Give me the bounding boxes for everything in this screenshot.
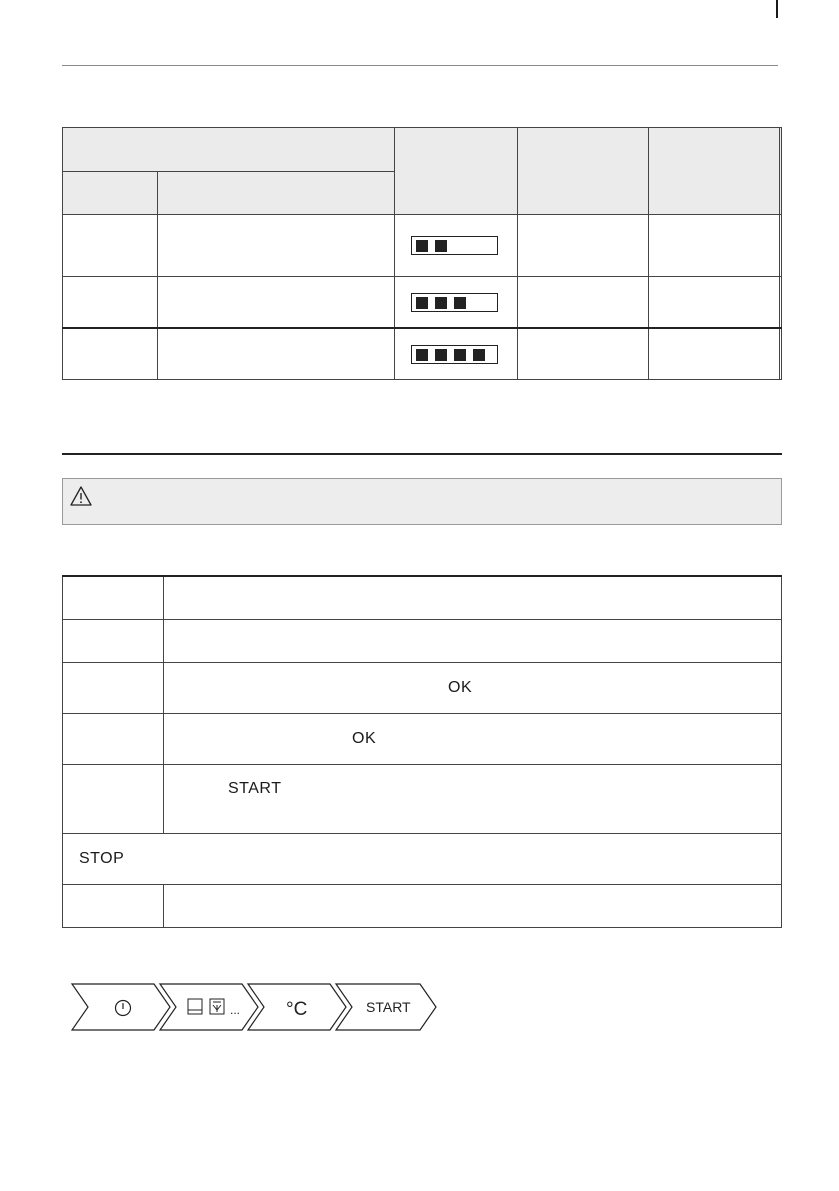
table-cell xyxy=(517,328,648,380)
stop-key-label: STOP xyxy=(79,849,125,867)
level-square xyxy=(416,349,428,361)
header-subcell-2 xyxy=(158,172,395,215)
level-square xyxy=(454,297,466,309)
header-cell-5 xyxy=(779,128,781,215)
table-cell xyxy=(158,277,395,329)
step-number-cell xyxy=(63,619,164,662)
table-cell xyxy=(517,277,648,329)
flow-start-label: START xyxy=(366,999,411,1015)
step-text-cell xyxy=(164,662,782,713)
step-number-cell xyxy=(63,662,164,713)
start-key-label: START xyxy=(228,779,282,797)
step-text-cell xyxy=(164,764,782,833)
header-rule xyxy=(62,0,778,66)
step-text-cell xyxy=(164,619,782,662)
level-square xyxy=(454,349,466,361)
table-cell xyxy=(63,328,158,380)
table-cell xyxy=(779,328,781,380)
warning-box xyxy=(62,478,782,525)
step-number-cell xyxy=(63,576,164,619)
step-text-cell xyxy=(164,713,782,764)
stop-note-cell xyxy=(63,833,782,884)
table-cell xyxy=(158,215,395,277)
header-cell-group xyxy=(63,128,395,172)
level-indicator xyxy=(411,345,498,364)
flow-step-function xyxy=(160,984,258,1030)
flow-step-power xyxy=(72,984,170,1030)
table-cell xyxy=(648,328,779,380)
level-square xyxy=(435,349,447,361)
step-text-cell xyxy=(164,884,782,927)
power-icon xyxy=(116,1001,131,1016)
header-cell-3 xyxy=(517,128,648,215)
oven-function-icons xyxy=(188,999,224,1014)
operation-flow-diagram xyxy=(70,982,442,1032)
level-square xyxy=(435,240,447,252)
section-rule xyxy=(62,453,782,455)
ok-key-label: OK xyxy=(448,678,473,696)
header-cell-4 xyxy=(648,128,779,215)
ok-key-label: OK xyxy=(352,729,377,747)
level-indicator xyxy=(411,293,498,312)
settings-table xyxy=(62,127,782,380)
table-cell xyxy=(779,277,781,329)
header-subcell-1 xyxy=(63,172,158,215)
corner-tick xyxy=(776,0,778,18)
table-cell xyxy=(517,215,648,277)
flow-function-ellipsis: ... xyxy=(230,1003,241,1017)
level-cell xyxy=(394,328,517,380)
header-cell-level xyxy=(394,128,517,215)
table-cell xyxy=(63,277,158,329)
step-text-cell xyxy=(164,576,782,619)
step-number-cell xyxy=(63,713,164,764)
step-number-cell xyxy=(63,764,164,833)
level-indicator xyxy=(411,236,498,255)
level-square xyxy=(473,349,485,361)
flow-temperature-label: °C xyxy=(286,999,308,1020)
table-cell xyxy=(779,215,781,277)
level-cell xyxy=(394,215,517,277)
level-square xyxy=(416,297,428,309)
steps-table xyxy=(62,575,782,928)
level-square xyxy=(435,297,447,309)
table-cell xyxy=(158,328,395,380)
table-cell xyxy=(648,277,779,329)
table-cell xyxy=(63,215,158,277)
warning-triangle-icon xyxy=(69,485,93,507)
step-number-cell xyxy=(63,884,164,927)
table-cell xyxy=(648,215,779,277)
level-square xyxy=(416,240,428,252)
level-cell xyxy=(394,277,517,329)
